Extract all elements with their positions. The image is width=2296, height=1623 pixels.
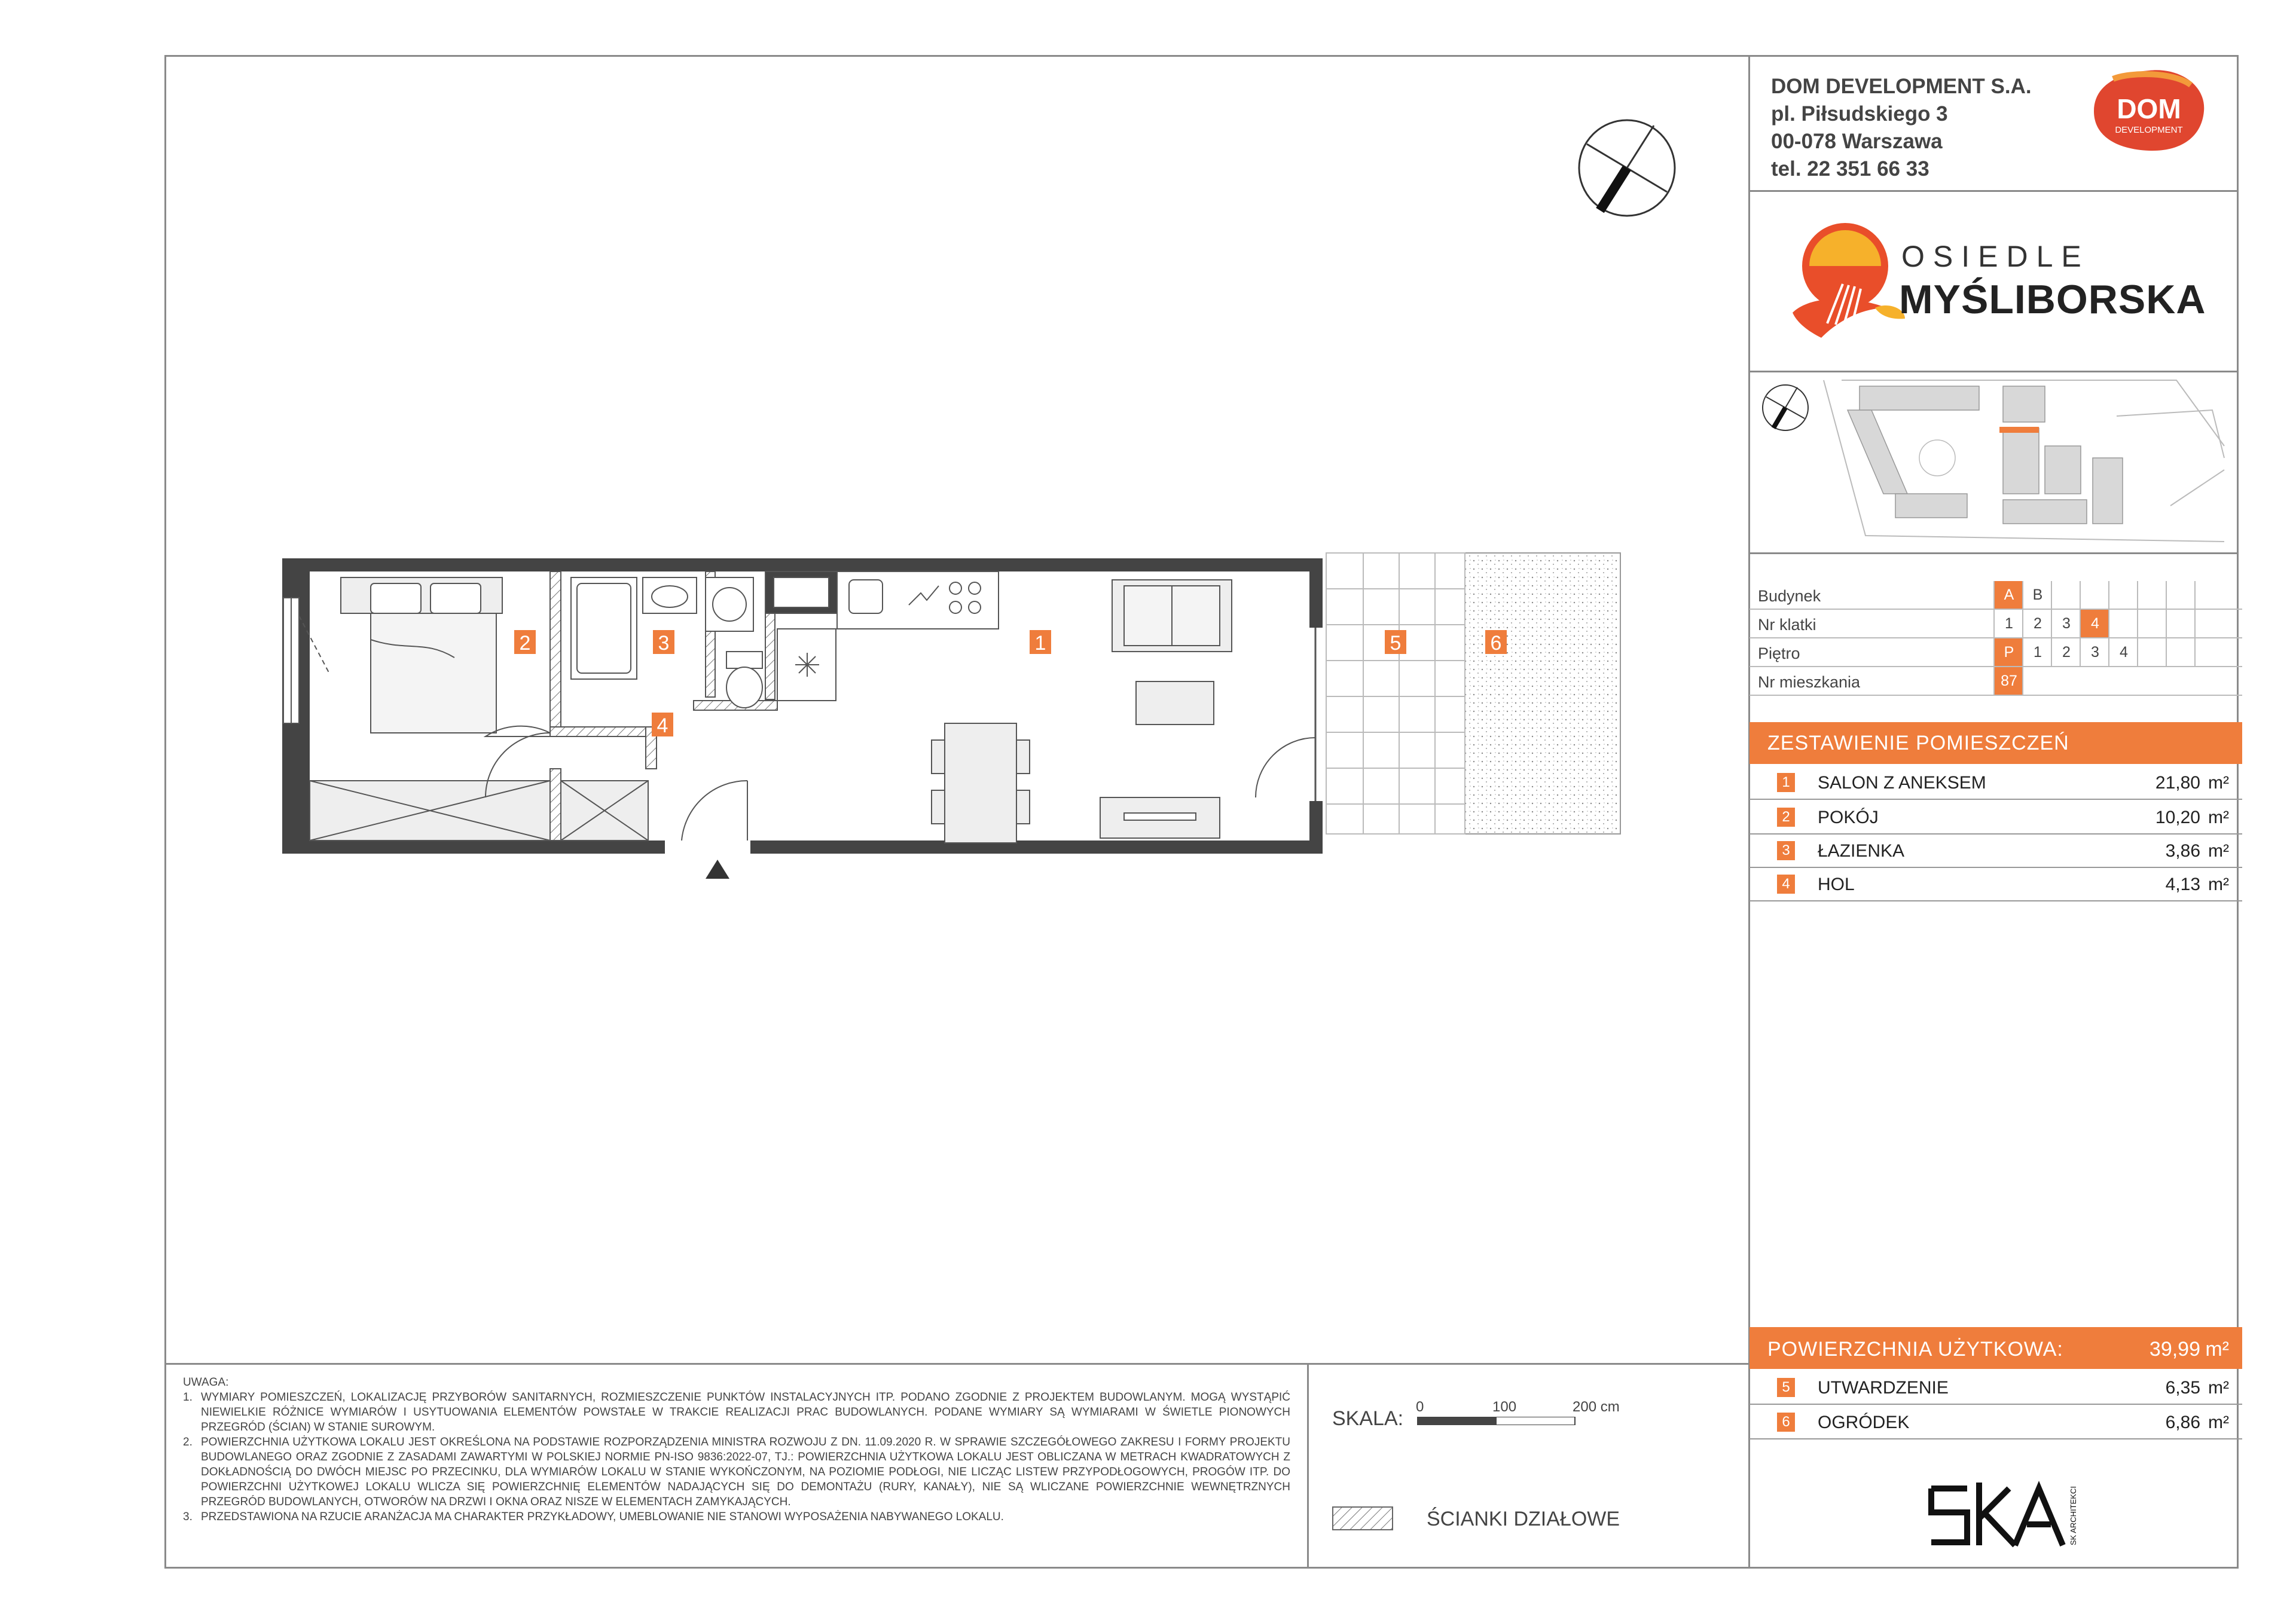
info-label-apartment: Nr mieszkania [1758,673,1861,691]
info-cell-empty [2108,581,2138,609]
north-compass-icon [1576,117,1678,219]
legend-label: ŚCIANKI DZIAŁOWE [1427,1508,1620,1530]
room-tag [1030,630,1051,655]
balcony-door-swing [1256,738,1315,797]
entrance-door-swing [682,781,747,840]
bed [341,577,502,733]
info-stair-4: 4 [2080,610,2109,637]
total-unit: m² [2205,1338,2229,1361]
room-name: UTWARDZENIE [1818,1378,1949,1398]
info-cell-empty [2051,581,2081,609]
info-building-a: A [1993,581,2023,609]
ska-architects-logo [1925,1477,2087,1554]
info-row-floor [1750,638,2242,667]
room-area: 6,86 [2165,1413,2200,1432]
room-name: POKÓJ [1818,808,1879,827]
info-cell-empty [2108,610,2138,637]
project-title-line1: OSIEDLE [1901,240,2090,273]
room-row [1750,867,2242,901]
site-location-map [1758,374,2230,554]
room-area: 4,13 [2165,875,2200,894]
terrace-tiles [1326,553,1465,834]
info-cell-empty [2022,667,2052,695]
info-row-stair [1750,610,2242,638]
info-label-floor: Piętro [1758,644,1800,662]
total-label: POWIERZCHNIA UŻYTKOWA: [1767,1338,2063,1361]
entrance-arrow-icon [706,860,729,879]
dom-logo-subtext: DEVELOPMENT [2115,125,2183,135]
room-row [1750,800,2242,835]
info-stair-1: 1 [1993,610,2023,637]
room-tag [1485,630,1507,655]
dining-table [932,723,1030,843]
room-tag-label: 4 [657,714,668,737]
info-row-building [1750,581,2242,610]
extra-row [1750,1370,2242,1405]
tv-cabinet [1100,797,1220,838]
room-unit: m² [2208,1378,2229,1398]
info-floor-4: 4 [2108,638,2138,666]
room-row [1750,833,2242,868]
room-tag [653,630,674,655]
extra-row [1750,1405,2242,1439]
note-text: PRZEDSTAWIONA NA RZUCIE ARANŻACJA MA CHARAKTER PRZYKŁADOWY, UMEBLOWANIE NIE STANOWI WYPOSAŻENIA NABYWANEGO LOKALU. [201,1511,1004,1523]
scale-tick-100: 100 [1492,1399,1517,1415]
room-unit: m² [2208,841,2229,861]
dom-logo-text: DOM [2117,93,2181,124]
room-number-badge: 4 [1777,875,1795,894]
scale-label: SKALA: [1332,1407,1404,1430]
coffee-table [1136,681,1214,725]
info-cell-empty [2194,610,2224,637]
room-area: 21,80 [2155,773,2200,793]
room-number-badge: 5 [1777,1378,1795,1397]
info-cell-empty [2166,610,2196,637]
room-number-badge: 6 [1777,1413,1795,1432]
info-cell-empty [2166,638,2196,666]
scale-tick-0: 0 [1416,1399,1424,1415]
info-row-apartment [1750,667,2242,696]
note-number: 3. [183,1511,193,1523]
info-cell-empty [2194,581,2224,609]
note-text: WYMIARY POMIESZCZEŃ, LOKALIZACJĘ PRZYBORÓW SANITARNYCH, ROZMIESZCZENIE PUNKTÓW INSTALACYJNYCH ITP. PODANO ZGODNIE Z PROJEKTEM BUDOWLANYM. MOGĄ WYSTĄPIĆ NIEWIELKIE RÓŻNICE WYMIARÓW I USYTUOWANIA ELEMENTÓW POWSTAŁE W TRAKCIE REALIZACJI PRAC BUDOWLANYCH. PODANE WYMIARY SĄ WYMIARAMI W ŚWIETLE PIONOWYCH PRZEGRÓD (ŚCIAN) W STANIE SUROWYM. [201,1391,1290,1434]
room-tag [652,713,673,737]
company-phone: tel. 22 351 66 33 [1771,157,1929,181]
sofa [1112,580,1232,652]
info-cell-empty [2080,581,2109,609]
floor-plan [275,550,1626,885]
info-floor-1: 1 [2022,638,2052,666]
notes-block [183,1375,1290,1524]
company-street: pl. Piłsudskiego 3 [1771,102,1948,126]
room-tag-label: 3 [658,632,670,655]
room-name: SALON Z ANEKSEM [1818,773,1986,793]
kitchen [765,571,999,701]
room-area: 3,86 [2165,841,2200,861]
note-item [183,1390,1290,1435]
company-name: DOM DEVELOPMENT S.A. [1771,75,2032,98]
room-area: 6,35 [2165,1378,2200,1398]
notes-scale-divider [1307,1363,1309,1569]
notes-title: UWAGA: [183,1376,229,1389]
company-city: 00-078 Warszawa [1771,130,1943,153]
room-tag-label: 5 [1390,632,1402,655]
usable-area-total [1750,1327,2242,1369]
room-tag-label: 6 [1490,632,1502,655]
info-label-stair: Nr klatki [1758,616,1816,634]
info-floor-2: 2 [2051,638,2081,666]
room-name: ŁAZIENKA [1818,841,1905,861]
info-building-b: B [2022,581,2052,609]
room-number-badge: 1 [1777,773,1795,792]
info-apartment-number: 87 [1993,667,2023,695]
scale-tick-200: 200 cm [1573,1399,1620,1415]
room-number-badge: 3 [1777,841,1795,860]
company-divider [1750,190,2239,192]
room-unit: m² [2208,808,2229,827]
room-unit: m² [2208,875,2229,894]
room-tag-label: 1 [1034,632,1046,655]
room-row [1750,765,2242,800]
notes-divider [164,1363,1749,1365]
info-floor-p: P [1993,638,2023,666]
company-address [1771,73,2032,183]
scale-bar [1417,1417,1576,1425]
note-number: 1. [183,1391,193,1404]
map-compass-icon [1763,385,1808,430]
info-floor-3: 3 [2080,638,2109,666]
info-cell-empty [2137,638,2167,666]
dom-development-logo [2089,67,2209,154]
room-tag-label: 2 [519,632,531,655]
note-text: POWIERZCHNIA UŻYTKOWA LOKALU JEST OKREŚLONA NA PODSTAWIE ROZPORZĄDZENIA MINISTRA ROZWOJU Z DN. 11.09.2020 R. W SPRAWIE SZCZEGÓŁOWEGO ZAKRESU I FORMY PROJEKTU BUDOWLANEGO ORAZ ZGODNIE Z ZASADAMI ZAWARTYMI W POLSKIEJ NORMIE PN-ISO 9836:2022-07, TJ.: POWIERZCHNIA UŻYTKOWA LOKALU JEST OBLICZANA W METRACH KWADRATOWYCH Z DOKŁADNOŚCIĄ DO DWÓCH MIEJSC PO PRZECINKU, DLA WYMIARÓW LOKALU W STANIE WYKOŃCZONYM, NA POZIOMIE PODŁOGI, NIE LICZĄC LISTEW PRZYPODŁOGOWYCH, PROGÓW ITP. DO POWIERZCHNI UŻYTKOWEJ LOKALU WLICZA SIĘ POWIERZCHNIĘ ELEMENTÓW NADAJĄCYCH SIĘ DO DEMONTAŻU (RURY, KANAŁY), NIE SĄ WLICZANE POWIERZCHNIE WEWNĘTRZNYCH PRZEGRÓD BUDOWLANYCH, OTWORÓW NA DRZWI I OKNA ORAZ NISZE W ELEMENTACH ZAMYKAJĄCYCH. [201,1436,1290,1508]
garden-area [1465,553,1620,834]
room-tag [1385,630,1406,655]
room-name: HOL [1818,875,1855,894]
project-title-line2: MYŚLIBORSKA [1899,277,2206,322]
info-label-building: Budynek [1758,587,1821,605]
logo-divider [1750,371,2239,372]
info-cell-empty [2194,638,2224,666]
note-number: 2. [183,1436,193,1448]
info-stair-2: 2 [2022,610,2052,637]
rooms-heading: ZESTAWIENIE POMIESZCZEŃ [1750,722,2242,764]
info-cell-empty [2137,581,2167,609]
room-unit: m² [2208,1413,2229,1432]
total-area: 39,99 [2149,1338,2200,1361]
room-area: 10,20 [2155,808,2200,827]
room-number-badge: 2 [1777,808,1795,827]
info-cell-empty [2137,610,2167,637]
ska-logo-subtext: SK ARCHITEKCI [2069,1486,2078,1545]
info-cell-empty [2166,581,2196,609]
room-name: OGRÓDEK [1818,1413,1910,1432]
room-tag [514,630,536,655]
info-stair-3: 3 [2051,610,2081,637]
wardrobe [310,781,648,840]
note-item [183,1435,1290,1509]
room-unit: m² [2208,773,2229,793]
note-item [183,1509,1290,1524]
partition-wall-legend-swatch [1332,1506,1393,1530]
